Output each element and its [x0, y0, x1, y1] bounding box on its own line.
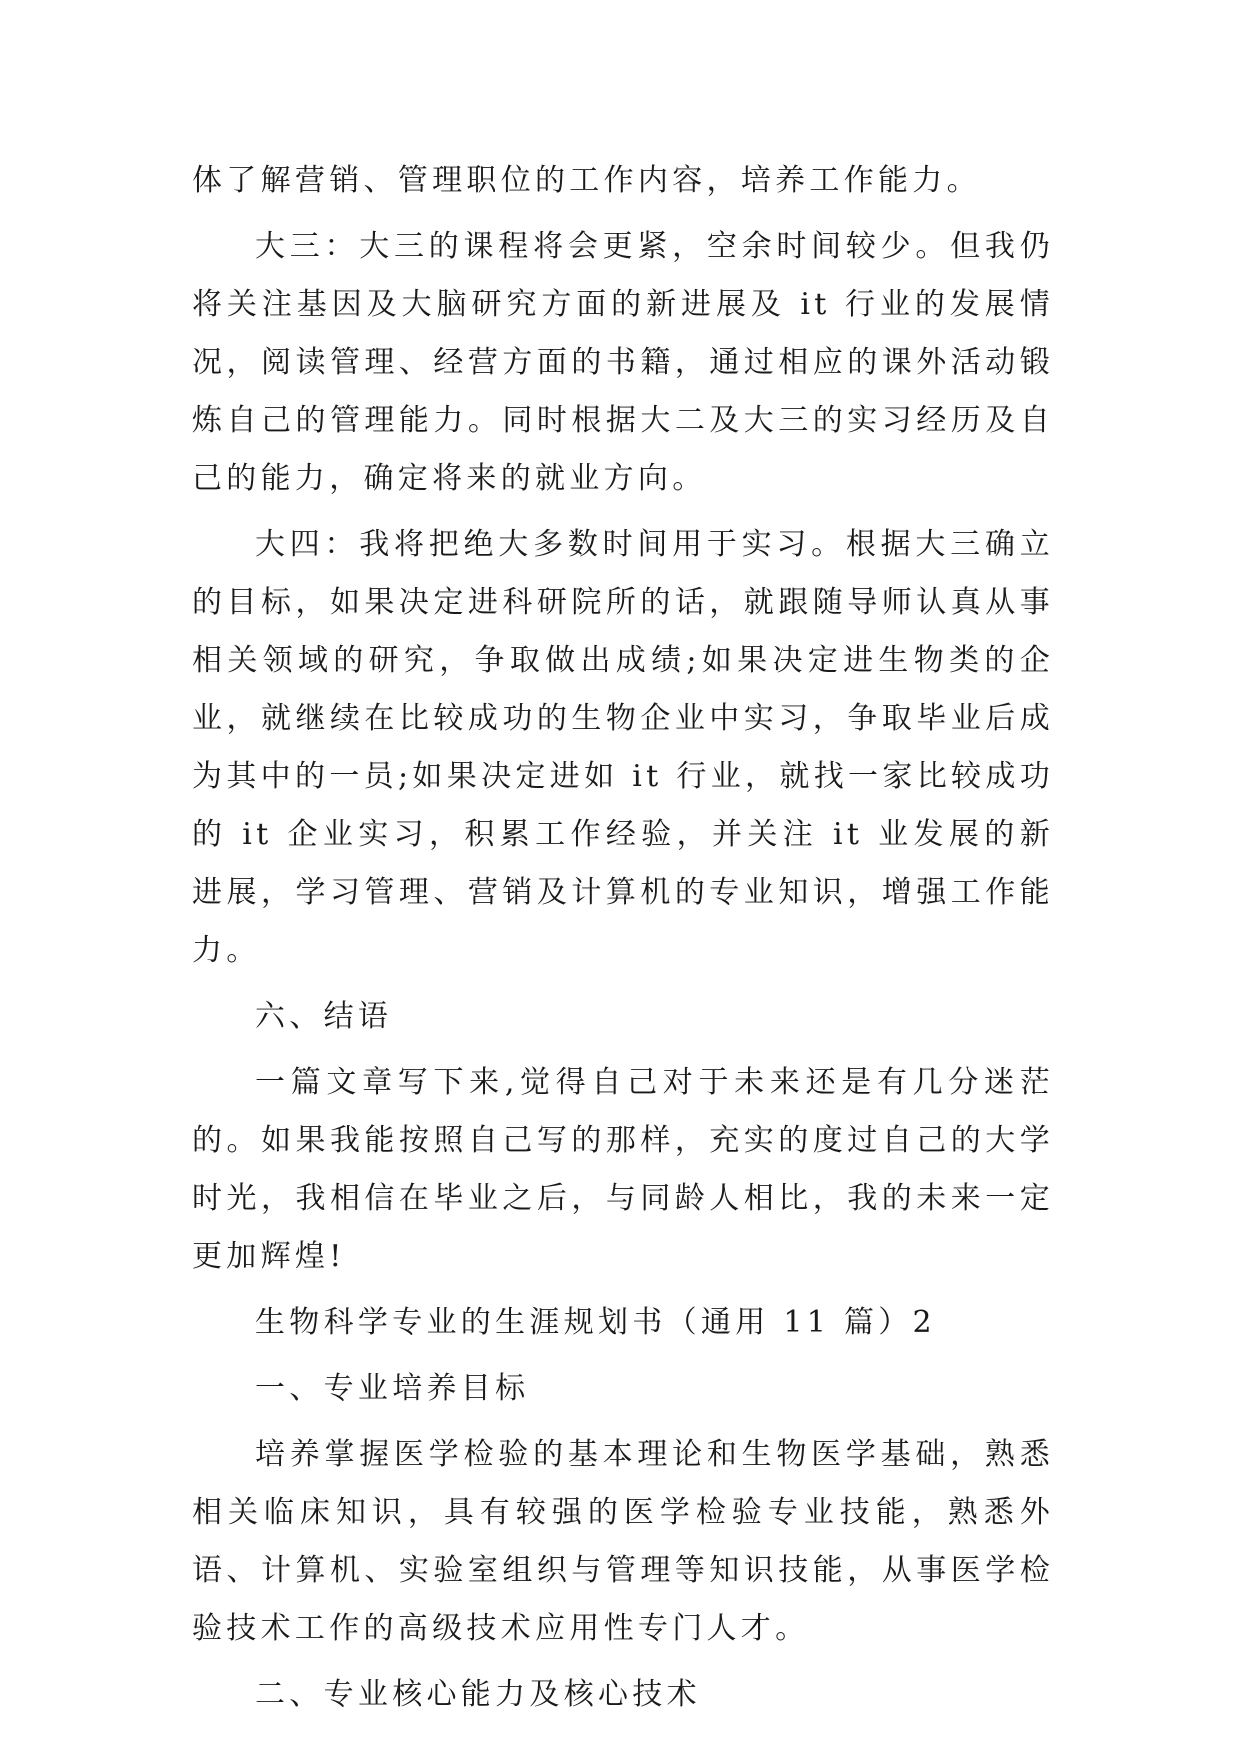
- document-body: [192, 152, 1054, 1724]
- paragraph-conclusion: 一篇文章写下来,觉得自己对于未来还是有几分迷茫的。如果我能按照自己写的那样，充实的度过自己的大学时光，我相信在毕业之后，与同龄人相比，我的未来一定更加辉煌!: [192, 1065, 1054, 1274]
- section-heading-core-skills: 二、专业核心能力及核心技术: [255, 1677, 701, 1712]
- paragraph-training-goal: 培养掌握医学检验的基本理论和生物医学基础，熟悉相关临床知识，具有较强的医学检验专业技能，熟悉外语、计算机、实验室组织与管理等知识技能，从事医学检验技术工作的高级技术应用性专门人才。: [192, 1437, 1054, 1646]
- document-subtitle: 生物科学专业的生涯规划书（通用 11 篇）2: [255, 1305, 936, 1340]
- paragraph-1: 体了解营销、管理职位的工作内容，培养工作能力。: [192, 163, 981, 198]
- section-heading-training-goal: 一、专业培养目标: [255, 1371, 530, 1406]
- paragraph-senior-year: 大四：我将把绝大多数时间用于实习。根据大三确立的目标，如果决定进科研院所的话，就跟随导师认真从事相关领域的研究，争取做出成绩;如果决定进生物类的企业，就继续在比较成功的生物企业中实习，争取毕业后成为其中的一员;如果决定进如 it 行业，就找一家比较成功的 it 企业实习，积累工作经验，并关注 it 业发展的新进展，学习管理、营销及计算机的专业知识，增强工作能力。: [192, 527, 1054, 968]
- section-heading-conclusion: 六、结语: [255, 999, 393, 1034]
- paragraph-junior-year: 大三：大三的课程将会更紧，空余时间较少。但我仍将关注基因及大脑研究方面的新进展及 it 行业的发展情况，阅读管理、经营方面的书籍，通过相应的课外活动锻炼自己的管理能力。同时根据大二及大三的实习经历及自己的能力，确定将来的就业方向。: [192, 229, 1054, 496]
